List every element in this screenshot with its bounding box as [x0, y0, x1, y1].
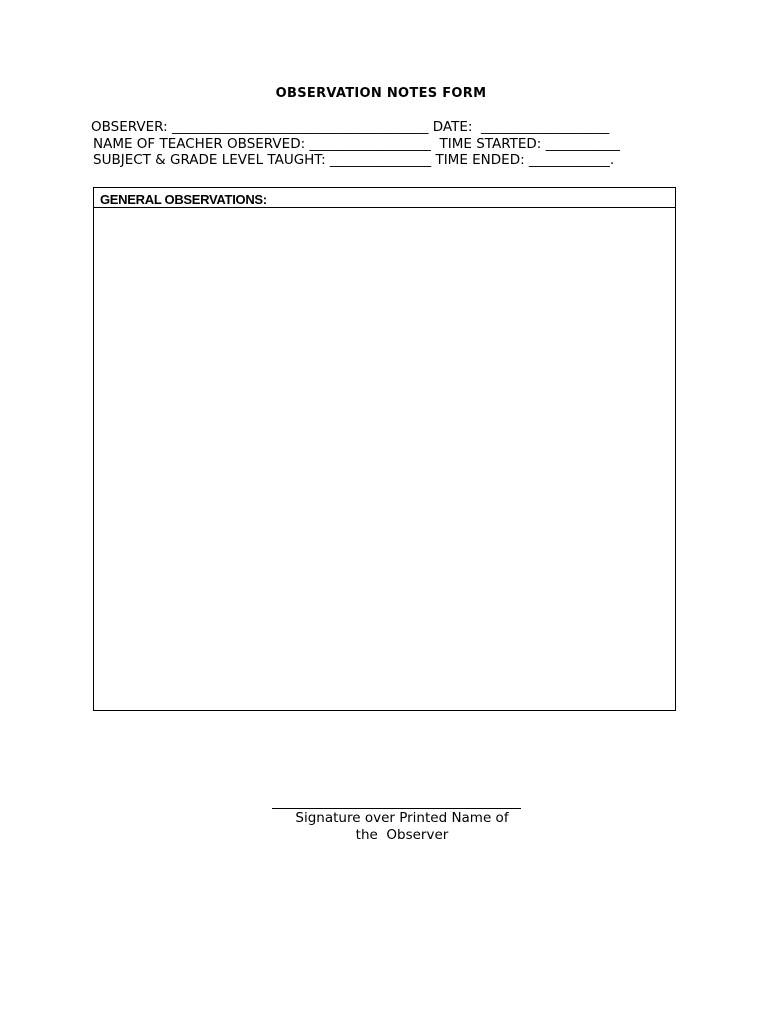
form-title: OBSERVATION NOTES FORM — [275, 86, 487, 101]
signature-line — [272, 808, 521, 809]
general-observations-header: GENERAL OBSERVATIONS: — [94, 188, 675, 208]
observer-date-line: OBSERVER: ______________________________________ DATE: ___________________ — [91, 119, 610, 135]
signature-caption — [272, 810, 532, 843]
teacher-time-started-line: NAME OF TEACHER OBSERVED: __________________ TIME STARTED: ___________ — [93, 136, 620, 152]
subject-time-ended-line: SUBJECT & GRADE LEVEL TAUGHT: _______________ TIME ENDED: ____________. — [93, 152, 615, 168]
general-observations-area[interactable] — [94, 208, 675, 710]
general-observations-box — [93, 187, 676, 711]
signature-caption-line-1: Signature over Printed Name of — [295, 810, 509, 826]
signature-caption-line-2: the Observer — [355, 826, 449, 843]
